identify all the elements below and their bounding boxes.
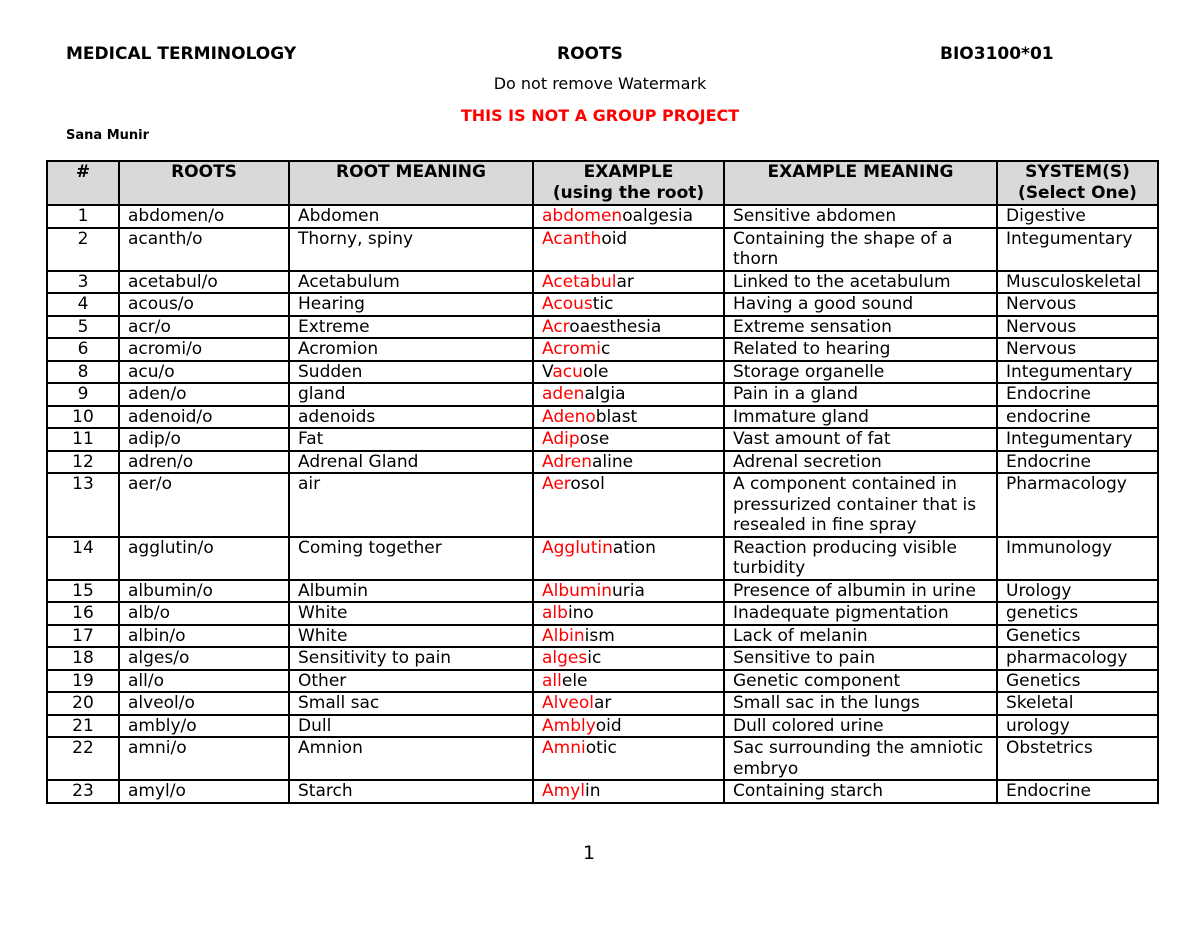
root-meaning-cell: adenoids [289, 406, 533, 429]
system-cell: Nervous [997, 316, 1158, 339]
root-meaning-cell: Hearing [289, 293, 533, 316]
example-suffix: ar [594, 693, 612, 713]
root-meaning-cell: Extreme [289, 316, 533, 339]
root-highlight: alges [542, 648, 588, 668]
root-highlight: Aer [542, 474, 571, 494]
root-meaning-cell: White [289, 625, 533, 648]
root-cell: abdomen/o [119, 205, 289, 228]
system-cell: Musculoskeletal [997, 271, 1158, 294]
root-cell: aer/o [119, 473, 289, 537]
system-cell: Endocrine [997, 383, 1158, 406]
example-meaning-cell: Pain in a gland [724, 383, 997, 406]
root-cell: aden/o [119, 383, 289, 406]
root-highlight: Adip [542, 429, 580, 449]
table-header-row [47, 161, 1158, 205]
table-row [47, 473, 1158, 537]
example-suffix: ism [584, 625, 615, 646]
example-suffix: ation [612, 537, 656, 558]
example-cell [533, 670, 724, 693]
root-meaning-cell: Amnion [289, 737, 533, 780]
root-cell: acu/o [119, 361, 289, 384]
table-row [47, 271, 1158, 294]
root-cell: amyl/o [119, 780, 289, 803]
section-title: ROOTS [557, 44, 623, 64]
col-header-example: EXAMPLE (using the root) [533, 161, 724, 205]
system-cell: Urology [997, 580, 1158, 603]
row-number: 1 [47, 205, 119, 228]
example-cell [533, 205, 724, 228]
root-highlight: Alveol [542, 693, 594, 713]
root-meaning-cell: Dull [289, 715, 533, 738]
root-meaning-cell: Small sac [289, 692, 533, 715]
root-cell: amni/o [119, 737, 289, 780]
system-cell: Integumentary [997, 361, 1158, 384]
table-row [47, 692, 1158, 715]
example-meaning-cell: Containing starch [724, 780, 997, 803]
root-meaning-cell: Starch [289, 780, 533, 803]
root-highlight: Ambly [542, 715, 596, 736]
root-meaning-cell: Albumin [289, 580, 533, 603]
example-cell [533, 715, 724, 738]
row-number: 10 [47, 406, 119, 429]
root-highlight: abdomen [542, 206, 623, 226]
col-header-roots: ROOTS [119, 161, 289, 205]
example-cell [533, 406, 724, 429]
example-suffix: algia [584, 384, 626, 404]
author-name: Sana Munir [66, 128, 150, 143]
example-suffix: otic [585, 738, 617, 758]
root-highlight: Acous [542, 294, 593, 314]
example-meaning-cell: Extreme sensation [724, 316, 997, 339]
example-cell [533, 625, 724, 648]
example-suffix: tic [592, 294, 614, 314]
row-number: 18 [47, 647, 119, 670]
table-row [47, 406, 1158, 429]
example-cell [533, 338, 724, 361]
roots-table [46, 160, 1159, 804]
root-cell: acanth/o [119, 228, 289, 271]
example-suffix: oalgesia [622, 206, 693, 226]
example-meaning-cell: Containing the shape of a thorn [724, 228, 997, 271]
table-row [47, 715, 1158, 738]
course-code: BIO3100*01 [940, 44, 1054, 64]
table-row [47, 737, 1158, 780]
example-cell [533, 316, 724, 339]
example-suffix: blast [595, 406, 638, 427]
row-number: 5 [47, 316, 119, 339]
root-highlight: Agglutin [542, 537, 613, 558]
root-meaning-cell: gland [289, 383, 533, 406]
root-cell: acr/o [119, 316, 289, 339]
root-highlight: Acetabul [542, 271, 617, 292]
example-cell [533, 451, 724, 474]
group-project-notice: THIS IS NOT A GROUP PROJECT [460, 106, 740, 125]
col-header-system: SYSTEM(S) (Select One) [997, 161, 1158, 205]
example-suffix: ose [579, 429, 610, 449]
root-highlight: alb [542, 603, 568, 623]
row-number: 6 [47, 338, 119, 361]
system-cell: endocrine [997, 406, 1158, 429]
row-number: 17 [47, 625, 119, 648]
row-number: 22 [47, 737, 119, 780]
example-meaning-cell: Presence of albumin in urine [724, 580, 997, 603]
col-header-number: # [47, 161, 119, 205]
root-meaning-cell: Acromion [289, 338, 533, 361]
example-meaning-cell: Related to hearing [724, 338, 997, 361]
example-suffix: uria [611, 580, 645, 601]
root-cell: ambly/o [119, 715, 289, 738]
table-row [47, 602, 1158, 625]
root-highlight: Acr [542, 316, 570, 337]
table-row [47, 670, 1158, 693]
row-number: 12 [47, 451, 119, 474]
example-suffix: in [584, 781, 601, 801]
example-suffix: ic [587, 648, 602, 668]
example-suffix: V [542, 361, 553, 382]
system-cell: Nervous [997, 293, 1158, 316]
example-meaning-cell: Linked to the acetabulum [724, 271, 997, 294]
root-highlight: Acromi [542, 339, 601, 359]
root-meaning-cell: Acetabulum [289, 271, 533, 294]
root-cell: all/o [119, 670, 289, 693]
root-cell: adenoid/o [119, 406, 289, 429]
system-cell: Integumentary [997, 228, 1158, 271]
example-meaning-cell: Genetic component [724, 670, 997, 693]
example-meaning-cell: Storage organelle [724, 361, 997, 384]
example-suffix: ole [582, 361, 609, 382]
example-cell [533, 580, 724, 603]
root-cell: alb/o [119, 602, 289, 625]
example-meaning-cell: Dull colored urine [724, 715, 997, 738]
root-highlight: Amyl [542, 781, 585, 801]
system-cell: Endocrine [997, 780, 1158, 803]
root-highlight: Adren [542, 451, 592, 472]
example-cell [533, 293, 724, 316]
root-meaning-cell: Sudden [289, 361, 533, 384]
table-row [47, 338, 1158, 361]
example-cell [533, 271, 724, 294]
example-meaning-cell: Immature gland [724, 406, 997, 429]
example-suffix: oaesthesia [569, 316, 662, 337]
example-cell [533, 361, 724, 384]
example-meaning-cell: Lack of melanin [724, 625, 997, 648]
table-row [47, 647, 1158, 670]
row-number: 9 [47, 383, 119, 406]
row-number: 15 [47, 580, 119, 603]
example-meaning-cell: Sensitive to pain [724, 647, 997, 670]
row-number: 13 [47, 473, 119, 537]
system-cell: Skeletal [997, 692, 1158, 715]
example-meaning-cell: A component contained in pressurized container that is resealed in fine spray [724, 473, 997, 537]
example-meaning-cell: Sensitive abdomen [724, 205, 997, 228]
table-row [47, 451, 1158, 474]
example-meaning-cell: Small sac in the lungs [724, 692, 997, 715]
root-cell: agglutin/o [119, 537, 289, 580]
system-cell: Immunology [997, 537, 1158, 580]
example-suffix: c [600, 339, 611, 359]
example-meaning-cell: Inadequate pigmentation [724, 602, 997, 625]
root-meaning-cell: Fat [289, 428, 533, 451]
example-meaning-cell: Having a good sound [724, 293, 997, 316]
example-suffix: ar [616, 271, 634, 292]
root-highlight: all [542, 670, 562, 691]
system-cell: genetics [997, 602, 1158, 625]
root-highlight: Acanth [542, 228, 602, 249]
col-header-root-meaning: ROOT MEANING [289, 161, 533, 205]
table-row [47, 228, 1158, 271]
example-suffix: ino [567, 603, 594, 623]
root-cell: acetabul/o [119, 271, 289, 294]
system-cell: Endocrine [997, 451, 1158, 474]
row-number: 23 [47, 780, 119, 803]
example-cell [533, 537, 724, 580]
example-meaning-cell: Vast amount of fat [724, 428, 997, 451]
table-row [47, 625, 1158, 648]
example-cell [533, 737, 724, 780]
root-highlight: Adeno [542, 406, 596, 427]
system-cell: Pharmacology [997, 473, 1158, 537]
table-row [47, 361, 1158, 384]
table-row [47, 383, 1158, 406]
root-cell: albumin/o [119, 580, 289, 603]
table-body [47, 205, 1158, 803]
row-number: 16 [47, 602, 119, 625]
root-highlight: acu [552, 361, 583, 382]
table-row [47, 780, 1158, 803]
row-number: 11 [47, 428, 119, 451]
example-meaning-cell: Reaction producing visible turbidity [724, 537, 997, 580]
root-cell: adren/o [119, 451, 289, 474]
table-row [47, 205, 1158, 228]
table-row [47, 428, 1158, 451]
root-meaning-cell: Abdomen [289, 205, 533, 228]
col-header-example-meaning: EXAMPLE MEANING [724, 161, 997, 205]
example-cell [533, 647, 724, 670]
system-cell: urology [997, 715, 1158, 738]
root-meaning-cell: Coming together [289, 537, 533, 580]
root-highlight: Albumin [542, 580, 612, 601]
example-suffix: oid [595, 715, 622, 736]
example-cell [533, 602, 724, 625]
root-cell: acous/o [119, 293, 289, 316]
example-cell [533, 780, 724, 803]
example-suffix: osol [570, 474, 605, 494]
root-meaning-cell: Sensitivity to pain [289, 647, 533, 670]
root-cell: albin/o [119, 625, 289, 648]
root-cell: acromi/o [119, 338, 289, 361]
example-suffix: oid [601, 228, 628, 249]
root-meaning-cell: Other [289, 670, 533, 693]
table-row [47, 293, 1158, 316]
watermark-note: Do not remove Watermark [493, 74, 707, 93]
root-cell: adip/o [119, 428, 289, 451]
row-number: 19 [47, 670, 119, 693]
root-meaning-cell: Adrenal Gland [289, 451, 533, 474]
table-row [47, 537, 1158, 580]
row-number: 2 [47, 228, 119, 271]
row-number: 21 [47, 715, 119, 738]
system-cell: pharmacology [997, 647, 1158, 670]
root-highlight: Amni [542, 738, 586, 758]
root-highlight: aden [542, 384, 585, 404]
row-number: 8 [47, 361, 119, 384]
root-meaning-cell: White [289, 602, 533, 625]
row-number: 20 [47, 692, 119, 715]
root-highlight: Albin [542, 625, 585, 646]
example-cell [533, 473, 724, 537]
example-cell [533, 692, 724, 715]
example-meaning-cell: Adrenal secretion [724, 451, 997, 474]
row-number: 4 [47, 293, 119, 316]
example-cell [533, 428, 724, 451]
row-number: 3 [47, 271, 119, 294]
table-row [47, 316, 1158, 339]
system-cell: Integumentary [997, 428, 1158, 451]
document-title: MEDICAL TERMINOLOGY [66, 44, 297, 64]
system-cell: Genetics [997, 625, 1158, 648]
example-cell [533, 228, 724, 271]
system-cell: Genetics [997, 670, 1158, 693]
root-cell: alges/o [119, 647, 289, 670]
root-cell: alveol/o [119, 692, 289, 715]
example-suffix: ele [561, 670, 588, 691]
example-suffix: aline [591, 451, 634, 472]
row-number: 14 [47, 537, 119, 580]
table-row [47, 580, 1158, 603]
page-number: 1 [582, 842, 596, 864]
system-cell: Obstetrics [997, 737, 1158, 780]
system-cell: Nervous [997, 338, 1158, 361]
root-meaning-cell: air [289, 473, 533, 537]
root-meaning-cell: Thorny, spiny [289, 228, 533, 271]
system-cell: Digestive [997, 205, 1158, 228]
example-meaning-cell: Sac surrounding the amniotic embryo [724, 737, 997, 780]
example-cell [533, 383, 724, 406]
